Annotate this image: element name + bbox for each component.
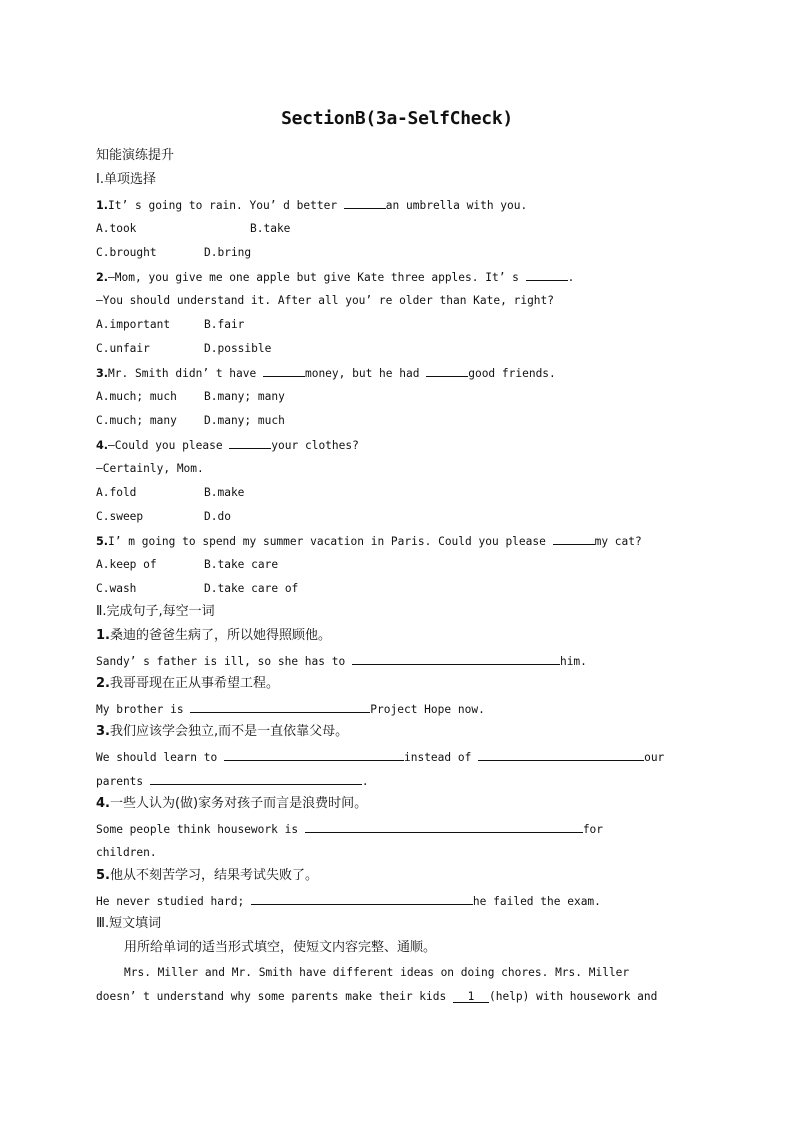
- answer-blank: [224, 749, 404, 761]
- options-row: [96, 485, 244, 501]
- answer-blank: [352, 653, 560, 665]
- question-1: 1.It’ s going to rain. You’ d better an umbrella with you.: [96, 199, 528, 212]
- answer-blank: [190, 701, 370, 713]
- options-row: [96, 509, 231, 525]
- options-row: [96, 413, 285, 429]
- option-a: A.much; much: [96, 390, 177, 403]
- question-number: 4.: [96, 439, 109, 452]
- options-row: [96, 389, 285, 405]
- passage-line-2: doesn’ t understand why some parents make their kids 1 (help) with housework and: [96, 990, 658, 1003]
- options-row: [96, 557, 278, 573]
- question-4-reply: —Certainly, Mom.: [96, 462, 204, 475]
- option-d: D.take care of: [204, 582, 299, 595]
- option-c: C.unfair: [96, 342, 150, 355]
- sentence-1-english: Sandy’ s father is ill, so she has to him.: [96, 655, 587, 668]
- passage-line-1: Mrs. Miller and Mr. Smith have different ideas on doing chores. Mrs. Miller: [124, 966, 630, 979]
- part2-heading: Ⅱ.完成句子,每空一词: [96, 604, 215, 619]
- sentence-3-chinese: 3.我们应该学会独立,而不是一直依靠父母。: [96, 724, 349, 739]
- option-d: D.do: [204, 510, 231, 523]
- answer-blank: [426, 365, 468, 377]
- option-b: B.many; many: [204, 390, 285, 403]
- option-b: B.make: [204, 486, 245, 499]
- answer-blank: [553, 533, 595, 545]
- options-row: [96, 245, 251, 261]
- part1-heading: Ⅰ.单项选择: [96, 172, 156, 187]
- sentence-4-english-line2: children.: [96, 846, 157, 859]
- option-c: C.much; many: [96, 414, 177, 427]
- sentence-2-chinese: 2.我哥哥现在正从事希望工程。: [96, 676, 279, 691]
- sentence-5-english: He never studied hard; he failed the exam.: [96, 895, 601, 908]
- option-d: D.many; much: [204, 414, 285, 427]
- question-number: 2.: [96, 271, 109, 284]
- option-c: C.wash: [96, 582, 137, 595]
- option-c: C.brought: [96, 246, 157, 259]
- question-number: 3.: [96, 367, 109, 380]
- question-number: 1.: [96, 199, 109, 212]
- section-heading: 知能演练提升: [96, 148, 175, 163]
- answer-blank: [229, 437, 271, 449]
- question-2: 2.—Mom, you give me one apple but give Kate three apples. It’ s .: [96, 271, 575, 284]
- option-a: A.important: [96, 318, 171, 331]
- answer-blank: [344, 197, 386, 209]
- sentence-4-chinese: 4.一些人认为(做)家务对孩子而言是浪费时间。: [96, 796, 368, 811]
- answer-blank: [263, 365, 305, 377]
- sentence-2-english: My brother is Project Hope now.: [96, 703, 485, 716]
- options-row: [96, 317, 244, 333]
- option-a: A.fold: [96, 486, 137, 499]
- question-number: 5.: [96, 535, 109, 548]
- sentence-5-chinese: 5.他从不刻苦学习，结果考试失败了。: [96, 868, 318, 883]
- part3-heading: Ⅲ.短文填词: [96, 916, 162, 931]
- page-title: SectionB(3a-SelfCheck): [281, 108, 513, 129]
- option-b: B.take care: [204, 558, 279, 571]
- question-4: 4.—Could you please your clothes?: [96, 439, 359, 452]
- options-row: [96, 341, 271, 357]
- sentence-3-english-line2: parents .: [96, 775, 369, 788]
- question-5: 5.I’ m going to spend my summer vacation in Paris. Could you please my cat?: [96, 535, 642, 548]
- answer-blank: [150, 773, 362, 785]
- answer-blank: [305, 821, 583, 833]
- answer-blank: [526, 269, 568, 281]
- passage-blank-1: 1: [453, 989, 489, 1003]
- sentence-3-english: We should learn to instead of our: [96, 751, 665, 764]
- option-c: C.sweep: [96, 510, 144, 523]
- question-2-reply: —You should understand it. After all you’ re older than Kate, right?: [96, 294, 555, 307]
- options-row: [96, 581, 298, 597]
- answer-blank: [251, 893, 473, 905]
- part3-instruction: 用所给单词的适当形式填空，使短文内容完整、通顺。: [124, 940, 437, 955]
- option-a: A.took: [96, 222, 137, 235]
- answer-blank: [478, 749, 644, 761]
- option-d: D.bring: [204, 246, 252, 259]
- option-b: B.fair: [204, 318, 245, 331]
- question-3: 3.Mr. Smith didn’ t have money, but he had good friends.: [96, 367, 556, 380]
- sentence-1-chinese: 1.桑迪的爸爸生病了，所以她得照顾他。: [96, 628, 331, 643]
- sentence-4-english: Some people think housework is for: [96, 823, 604, 836]
- options-row: [96, 221, 290, 237]
- option-b: B.take: [250, 222, 291, 235]
- option-d: D.possible: [204, 342, 272, 355]
- option-a: A.keep of: [96, 558, 157, 571]
